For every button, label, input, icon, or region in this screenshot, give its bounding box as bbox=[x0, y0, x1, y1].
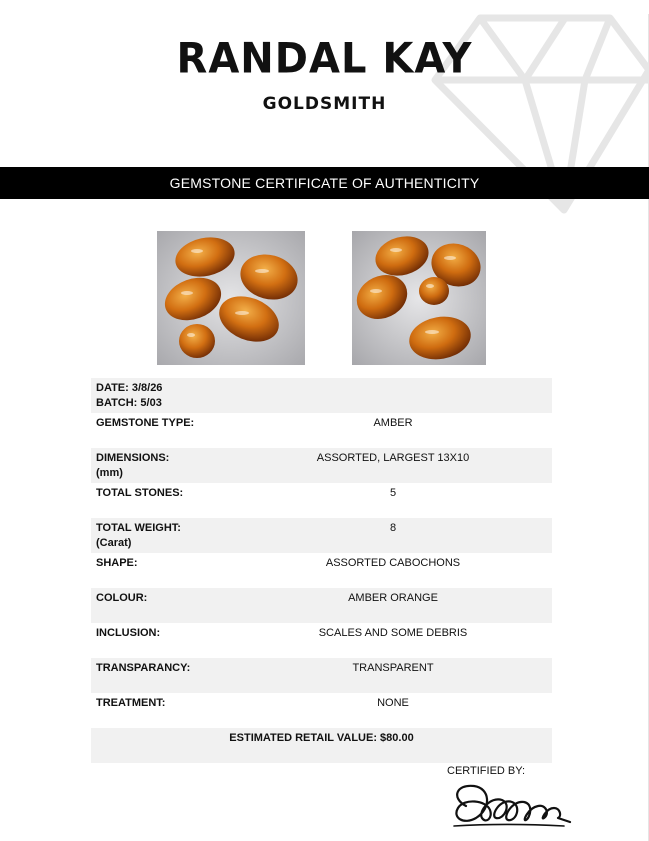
signature bbox=[446, 778, 574, 830]
row-sublabel: (Carat) bbox=[96, 537, 132, 549]
row-label: TRANSPARANCY: bbox=[96, 662, 191, 674]
table-row bbox=[91, 448, 552, 483]
row-label: TOTAL STONES: bbox=[96, 487, 184, 499]
table-row bbox=[91, 553, 552, 588]
row-value: AMBER bbox=[373, 417, 413, 429]
brand-subtitle: GOLDSMITH bbox=[262, 94, 387, 114]
row-sublabel: (mm) bbox=[96, 467, 123, 479]
row-value: NONE bbox=[377, 697, 409, 709]
row-label: INCLUSION: bbox=[96, 627, 161, 639]
row-value: TRANSPARENT bbox=[352, 662, 434, 674]
row-label: TOTAL WEIGHT: bbox=[96, 522, 181, 534]
row-value: 8 bbox=[389, 522, 397, 534]
table-row bbox=[91, 588, 552, 623]
row-value: SCALES AND SOME DEBRIS bbox=[318, 627, 468, 639]
table-row bbox=[91, 693, 552, 728]
batch-label: BATCH: 5/03 bbox=[96, 397, 162, 409]
certified-by-label: CERTIFIED BY: bbox=[447, 765, 526, 777]
brand-name: RANDAL KAY bbox=[176, 34, 473, 84]
row-label: TREATMENT: bbox=[96, 697, 166, 709]
certificate-title-banner: GEMSTONE CERTIFICATE OF AUTHENTICITY bbox=[0, 167, 649, 199]
retail-value-row bbox=[91, 728, 552, 763]
table-row bbox=[91, 483, 552, 518]
row-value: 5 bbox=[389, 487, 397, 499]
row-label: COLOUR: bbox=[96, 592, 148, 604]
date-batch-label bbox=[96, 381, 162, 411]
retail-value: ESTIMATED RETAIL VALUE: $80.00 bbox=[229, 732, 414, 744]
row-value: AMBER ORANGE bbox=[348, 592, 438, 604]
certificate-details-table bbox=[91, 378, 552, 763]
amber-cabochons-photo-2 bbox=[352, 231, 486, 365]
row-label: GEMSTONE TYPE: bbox=[96, 417, 195, 429]
table-row bbox=[91, 413, 552, 448]
date-label: DATE: 3/8/26 bbox=[96, 382, 163, 394]
amber-cabochons-photo-1 bbox=[157, 231, 305, 365]
table-row bbox=[91, 658, 552, 693]
row-label: SHAPE: bbox=[96, 557, 138, 569]
date-batch-row bbox=[91, 378, 552, 413]
table-row bbox=[91, 518, 552, 553]
row-label: DIMENSIONS: bbox=[96, 452, 170, 464]
row-value: ASSORTED CABOCHONS bbox=[325, 557, 461, 569]
row-value: ASSORTED, LARGEST 13X10 bbox=[316, 452, 470, 464]
table-row bbox=[91, 623, 552, 658]
